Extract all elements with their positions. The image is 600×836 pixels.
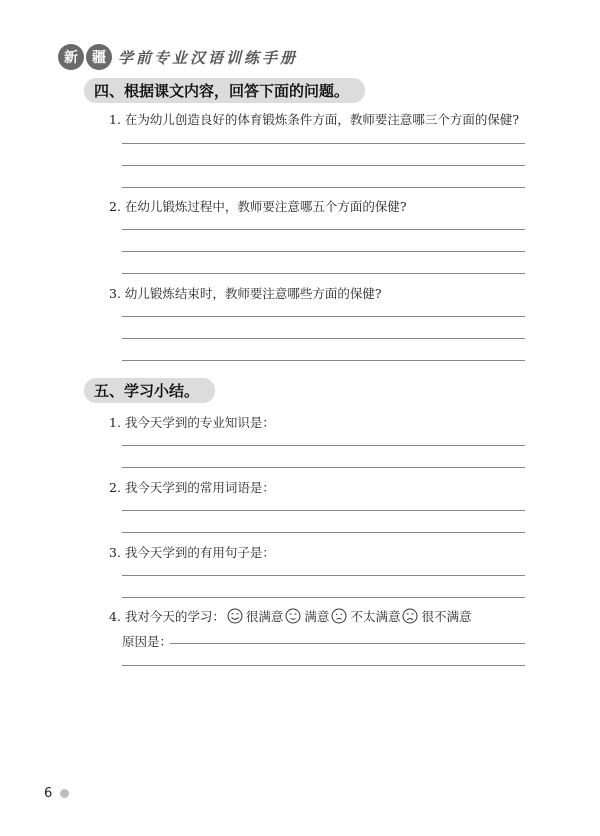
unhappy-face-icon[interactable] [331,608,347,624]
question-5-1: 1. 我今天学到的专业知识是： [109,415,275,430]
page-number [44,786,69,801]
answer-line[interactable] [122,316,525,317]
answer-line[interactable] [122,575,525,576]
page-dot [60,789,69,798]
rating-option-very-satisfied: 很满意 [245,609,284,624]
header-badge-jiang: 疆 [86,44,112,70]
answer-line[interactable] [122,187,525,188]
rating-option-very-dissatisfied: 很不满意 [421,609,472,624]
answer-line[interactable] [122,143,525,144]
reason-answer-line[interactable] [170,643,525,644]
very-unhappy-face-icon[interactable] [402,608,418,624]
reason-label: 原因是： [122,634,173,649]
section-4-heading: 四、根据课文内容，回答下面的问题。 [84,78,365,103]
rating-option-not-very-satisfied: 不太满意 [350,609,401,624]
book-title: 学前专业汉语训练手册 [118,48,299,67]
rating-option-satisfied: 满意 [304,609,330,624]
answer-line[interactable] [122,467,525,468]
header-badge-xin: 新 [58,44,84,70]
question-5-3: 3. 我今天学到的有用句子是： [109,545,275,560]
answer-line[interactable] [122,251,525,252]
answer-line[interactable] [122,229,525,230]
answer-line[interactable] [122,510,525,511]
question-5-2: 2. 我今天学到的常用词语是： [109,480,275,495]
very-happy-face-icon[interactable] [227,608,243,624]
answer-line[interactable] [122,360,525,361]
question-4-3: 3. 幼儿锻炼结束时，教师要注意哪些方面的保健? [109,286,382,301]
answer-line[interactable] [122,273,525,274]
happy-face-icon[interactable] [285,608,301,624]
self-rating-row [109,607,471,625]
rating-prompt: 4. 我对今天的学习： [109,609,225,624]
answer-line[interactable] [122,445,525,446]
book-header [58,42,298,72]
question-4-1: 1. 在为幼儿创造良好的体育锻炼条件方面，教师要注意哪三个方面的保健? [109,112,520,127]
answer-line[interactable] [122,665,525,666]
answer-line[interactable] [122,597,525,598]
section-5-heading: 五、学习小结。 [84,378,215,403]
page-number-text: 6 [44,786,53,801]
answer-line[interactable] [122,165,525,166]
answer-line[interactable] [122,338,525,339]
answer-line[interactable] [122,532,525,533]
question-4-2: 2. 在幼儿锻炼过程中，教师要注意哪五个方面的保健? [109,199,407,214]
